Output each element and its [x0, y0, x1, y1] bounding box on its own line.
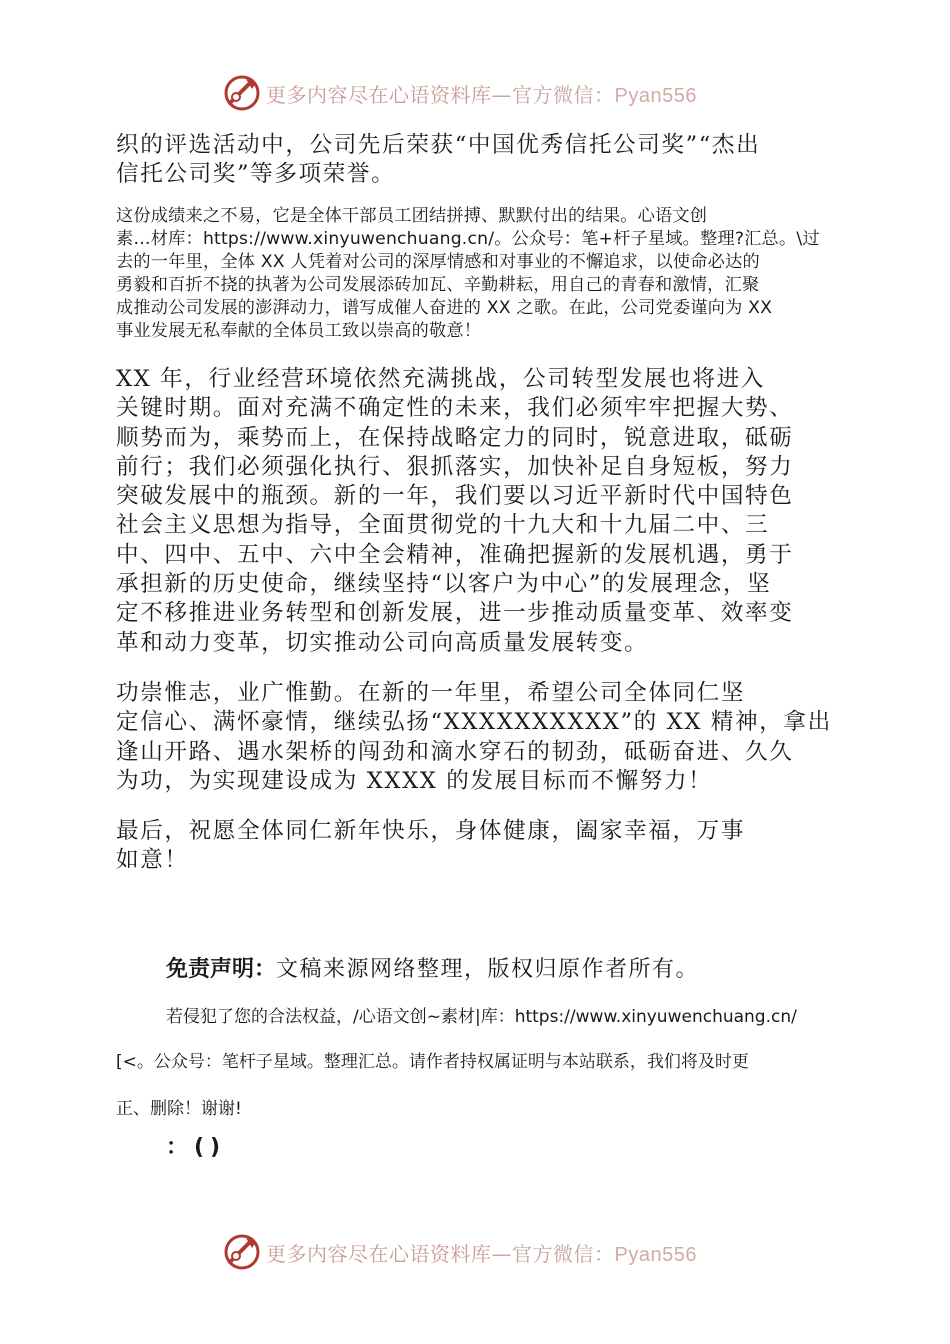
footer-brand: 更多内容尽在心语资料库	[266, 1241, 492, 1266]
footer-dash: —	[491, 1241, 512, 1266]
disclaimer-line-1: 若侵犯了您的合法权益，/心语文创~素材|库：https://www.xinyuwenchuang.cn/	[166, 1007, 797, 1027]
disclaimer-label: 免责声明：	[166, 957, 277, 982]
footer-wechat-id: Pyan556	[614, 1243, 697, 1266]
header-brand: 更多内容尽在心语资料库	[266, 82, 492, 107]
header-wechat-id: Pyan556	[614, 84, 697, 107]
header-brand-text	[266, 79, 697, 108]
header-watermark	[222, 73, 697, 113]
paragraph-achievements: 这份成绩来之不易，它是全体干部员工团结拼搏、默默付出的结果。心语文创 素…材库：https://www.xinyuwenchuang.cn/。公众号：笔+杆子星域。整理?汇总。\过 去的一年里，全体 XX 人凭着对公司的深厚情感和对事业的不懈追求，以使命必达的 勇毅和百折不挠的执著为公司发展添砖加瓦、辛勤耕耘，用自己的青春和激情，汇聚 成推动公司发展的澎湃动力，谱写成催人奋进的 XX 之歌。在此，公司党委谨向为 XX 事业发展无私奉献的全体员工致以崇高的敬意！	[116, 206, 820, 341]
disclaimer-heading	[166, 952, 699, 983]
disclaimer-tail: ：()	[166, 1135, 227, 1160]
header-dash: —	[491, 82, 512, 107]
logo-icon	[222, 73, 262, 113]
footer-watermark	[222, 1232, 697, 1272]
header-wechat-label: 官方微信：	[512, 82, 615, 107]
disclaimer-text: 文稿来源网络整理，版权归原作者所有。	[276, 957, 700, 982]
footer-wechat-label: 官方微信：	[512, 1241, 615, 1266]
paragraph-awards: 织的评选活动中，公司先后荣获“中国优秀信托公司奖”“杰出 信托公司奖”等多项荣誉。	[116, 132, 761, 188]
paragraph-wishes: 最后，祝愿全体同仁新年快乐，身体健康，阖家幸福，万事 如意！	[116, 818, 746, 874]
disclaimer-line-2: [<。公众号：笔杆子星域。整理汇总。请作者持权属证明与本站联系，我们将及时更	[116, 1052, 749, 1072]
logo-icon	[222, 1232, 262, 1272]
paragraph-outlook: XX 年，行业经营环境依然充满挑战，公司转型发展也将进入 关键时期。面对充满不确定性的未来，我们必须牢牢把握大势、 顺势而为，乘势而上，在保持战略定力的同时，锐意进取，砥砺 前行；我们必须强化执行、狠抓落实，加快补足自身短板，努力 突破发展中的瓶颈。新的一年，我们要以习近平新时代中国特色 社会主义思想为指导，全面贯彻党的十九大和十九届二中、三 中、四中、五中、六中全会精神，准确把握新的发展机遇，勇于 承担新的历史使命，继续坚持“以客户为中心”的发展理念，坚 定不移推进业务转型和创新发展，进一步推动质量变革、效率变 革和动力变革，切实推动公司向高质量发展转变。	[116, 366, 794, 656]
paragraph-hope: 功崇惟志，业广惟勤。在新的一年里，希望公司全体同仁坚 定信心、满怀豪情，继续弘扬“XXXXXXXXXX”的 XX 精神，拿出 逢山开路、遇水架桥的闯劲和滴水穿石的韧劲，砥砺奋进、久久 为功，为实现建设成为 XXXX 的发展目标而不懈努力！	[116, 680, 832, 794]
disclaimer-line-3: 正、删除！谢谢!	[116, 1099, 242, 1119]
footer-brand-text	[266, 1238, 697, 1267]
